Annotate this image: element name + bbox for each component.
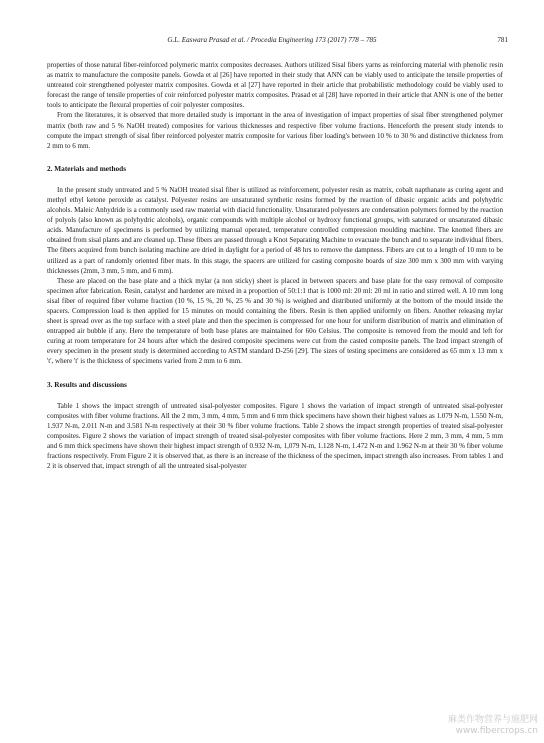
page-number: 781 [497, 36, 508, 44]
section-heading-materials: 2. Materials and methods [47, 163, 127, 173]
paragraph: properties of those natural fiber-reinforced polymeric matrix composites decreases. Authors utilized Sisal fibers yarns as reinforcing material with phenolic resin as matrix to manufacture the composite panels. Gowda et al [26] have reported in their study that ANN can be viably used to anticipate the tensile properties of untreated coir strengthened polyester matrix composites. Gowda et al [27] have reported in their article that probabilistic methodology could be viably used to forecast the range of tensile properties of coir reinforced polyester matrix composites. Prasad et al [28] have reported in their article that ANN is one of the better tools to anticipate the flexural properties of coir polyester composites. [47, 61, 503, 110]
watermark-url: www.fibercrops.cn [455, 726, 538, 736]
section-heading-results: 3. Results and discussions [47, 379, 127, 389]
watermark [418, 715, 538, 737]
running-head-title: G.L. Easwara Prasad et al. / Procedia Engineering 173 (2017) 778 – 785 [167, 36, 377, 44]
paragraph: From the literatures, it is observed that more detailed study is important in the area of investigation of impact properties of sisal fiber strengthened polymer matrix (both raw and 5 % NaOH treated) composites for various thicknesses and respective fiber volume fractions. Henceforth the present study intends to compute the impact strength of sisal fiber reinforced polyester matrix composite for various fiber loading's between 10 % to 30 % and distinctive thickness from 2 mm to 6 mm. [47, 111, 503, 150]
paragraph: In the present study untreated and 5 % NaOH treated sisal fiber is utilized as reinforcement, polyester resin as matrix, cobalt napthanate as curing agent and methyl ethyl ketone peroxide as catalyst. Polyester resins are unsaturated synthetic resins formed by the reaction of dibasic organic acids and polyhydric alcohols. Maleic Anhydride is a commonly used raw material with diacid functionality. Unsaturated polyesters are condensation polymers formed by the reaction of polyols (also known as polyhydric alcohols), organic compounds with multiple alcohol or hydroxy functional groups, with saturated or unsaturated dibasic acids. Manufacture of specimens is performed by utilizing manual operated, temperature controlled compression moulding machine. The knotted fibers are obtained from sisal plants and are cleaned up. These fibers are passed through a Knot Separating Machine to evacuate the bunch and to separate individual fibers. The fibers acquired from bunch isolating machine are dried in daylight for a period of 48 hrs to remove the dampness. Fibers are cut to a length of 10 mm to be utilized as a part of randomly oriented fiber mats. In this stage, the spacers are utilized for casting composite boards of size 300 mm x 300 mm with varying thicknesses (2mm, 3 mm, 5 mm, and 6 mm). [47, 185, 503, 275]
paragraph: Table 1 shows the impact strength of untreated sisal-polyester composites. Figure 1 shows the variation of impact strength of untreated sisal-polyester composites with fiber volume fractions. All the 2 mm, 3 mm, 4 mm, 5 mm and 6 mm thick specimens have shown their highest values as 1.079 N-m, 1.550 N-m, 1.937 N-m, 2.011 N-m and 3.581 N-m respectively at their 30 % fiber volume fractions. Table 2 shows the impact strength properties of treated sisal-polyester composites. Figure 2 shows the variation of impact strength of treated sisal-polyester composites with fiber volume fractions. Here 2 mm, 3 mm, 4 mm, 5 mm and 6 mm thick specimens have shown their highest impact strength of 0.932 N-m, 1,079 N-m, 1.128 N-m, 1.472 N-m and 1.962 N-m at their 30 % fiber volume fractions respectively. From Figure 2 it is observed that, as there is an increase of the thickness of the specimen, impact strength also increases. From tables 1 and 2 it is observed that, impact strength of all the untreated sisal-polyester [47, 401, 503, 471]
article-body [47, 60, 503, 471]
watermark-line: 麻类作物营养与施肥网 [447, 715, 538, 725]
running-head [36, 36, 508, 48]
paragraph: These are placed on the base plate and a thick mylar (a non sticky) sheet is placed in between spacers and base plate for the easy removal of composite specimen after fabrication. Resin, catalyst and hardener are mixed in a proportion of 50:1:1 that is 1000 ml: 20 ml: 20 ml in ratio and stirred well. A 10 mm long sisal fiber of required fiber volume fraction (10 %, 15 %, 20 %, 25 % and 30 %) is weighed and distributed uniformly at the bottom of the mould inside the spacers. Compression load is then applied for 15 minutes on mould containing the fibers. Resin is then applied uniformly on fibers. Another releasing mylar sheet is spread over as the top surface with a steel plate and then the specimen is compressed for one hour for uniform distribution of matrix and elimination of entrapped air bubble if any. Here the temperature of both base plates are maintained for 60o Celsius. The composite is removed from the mould and left for curing at room temperature for 24 hours after which the desired composite specimens were cut from the casted composite panels. The Izod impact strength of every specimen in the present study is determined according to ASTM standard D-256 [29]. The sizes of testing specimens are considered as 65 mm x 13 mm x 't', where 't' is the thickness of specimens varied from 2 mm to 6 mm. [47, 276, 503, 366]
